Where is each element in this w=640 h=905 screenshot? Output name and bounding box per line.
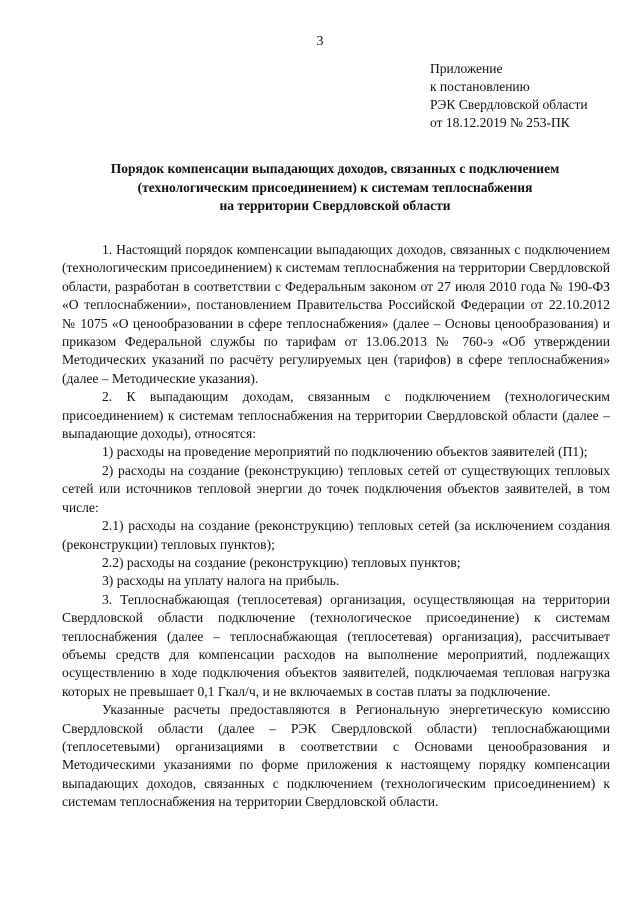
paragraph: 1. Настоящий порядок компенсации выпадающих доходов, связанных с подключением (технологическим присоединением) к системам теплоснабжения на территории Свердловской области, разработан в соответствии с Федеральным законом от 27 июля 2010 года № 190-ФЗ «О теплоснабжении», постановлением Правительства Российской Федерации от 22.10.2012 № 1075 «О ценообразовании в сфере теплоснабжения» (далее – Основы ценообразования) и приказом Федеральной службы по тарифам от 13.06.2013 № 760-э «Об утверждении Методических указаний по расчёту регулируемых цен (тарифов) в сфере теплоснабжения» (далее – Методические указания). bbox=[62, 242, 610, 386]
paragraph: 2. К выпадающим доходам, связанным с подключением (технологическим присоединением) к системам теплоснабжения на территории Свердловской области (далее – выпадающие доходы), относятся: bbox=[62, 389, 610, 442]
paragraph: 1) расходы на проведение мероприятий по подключению объектов заявителей (П1); bbox=[102, 444, 588, 460]
paragraph: 2.2) расходы на создание (реконструкцию) тепловых пунктов; bbox=[102, 554, 461, 570]
paragraph: 2.1) расходы на создание (реконструкцию) тепловых сетей (за исключением создания (реконструкции) тепловых пунктов); bbox=[62, 518, 610, 552]
title-line: (технологическим присоединением) к системам теплоснабжения bbox=[137, 179, 533, 195]
paragraph: 2) расходы на создание (реконструкцию) тепловых сетей от существующих тепловых сетей или источников тепловой энергии до точек подключения объектов заявителей, в том числе: bbox=[62, 462, 610, 515]
approval-line: от 18.12.2019 № 253-ПК bbox=[430, 115, 570, 130]
approval-line: Приложение bbox=[430, 61, 503, 76]
approval-block bbox=[430, 60, 588, 132]
paragraph: 3) расходы на уплату налога на прибыль. bbox=[102, 573, 340, 589]
page-number: 3 bbox=[316, 34, 324, 49]
approval-line: к постановлению bbox=[430, 79, 530, 94]
title-line: Порядок компенсации выпадающих доходов, связанных с подключением bbox=[110, 161, 560, 176]
paragraph: Указанные расчеты предоставляются в Региональную энергетическую комиссию Свердловской области (далее – РЭК Свердловской области) теплоснабжающими (теплосетевыми) организациями в соответствии с Основами ценообразования и Методическими указаниями по форме приложения к настоящему порядку компенсации выпадающих доходов, связанных с подключением (технологическим присоединением) к системам теплоснабжения на территории Свердловской области. bbox=[62, 702, 610, 810]
document-body bbox=[62, 241, 610, 812]
paragraph: 3. Теплоснабжающая (теплосетевая) организация, осуществляющая на территории Свердловской области подключение (технологическое присоединение) к системам теплоснабжения (далее – теплоснабжающая (теплосетевая) организация), рассчитывает объемы средств для компенсации расходов на выполнение мероприятий, подлежащих осуществлению в ходе подключения объектов заявителей, подключаемая тепловая нагрузка которых не превышает 0,1 Гкал/ч, и не включаемых в состав платы за подключение. bbox=[62, 591, 610, 699]
title-line: на территории Свердловской области bbox=[219, 198, 451, 213]
document-title bbox=[60, 160, 610, 216]
approval-line: РЭК Свердловской области bbox=[430, 97, 588, 112]
